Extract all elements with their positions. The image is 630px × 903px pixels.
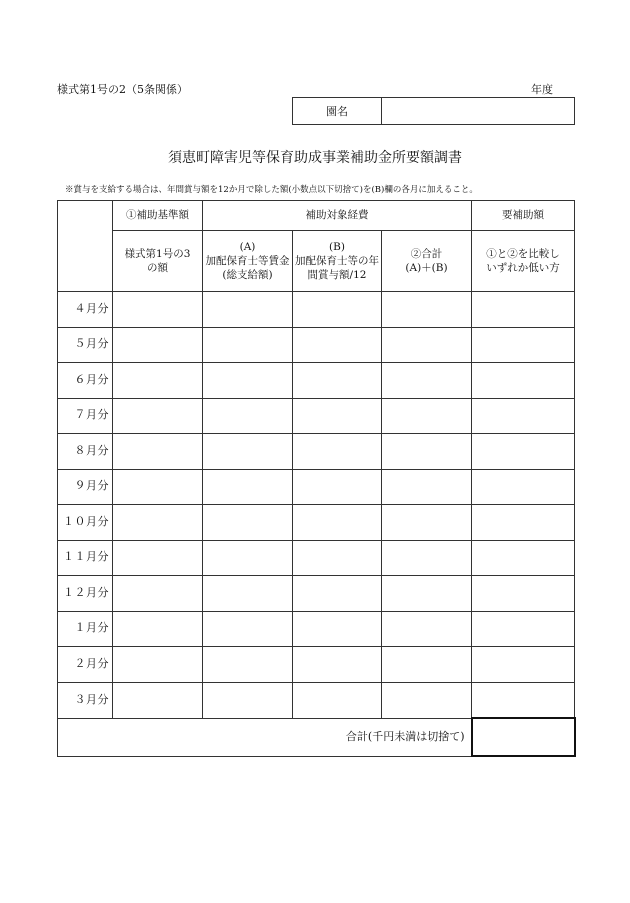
sum-cell[interactable]	[382, 611, 472, 647]
required-cell[interactable]	[472, 292, 575, 328]
month-label: ５月分	[58, 327, 113, 363]
required-cell[interactable]	[472, 682, 575, 718]
column-a-text: 加配保育士等賃金(総支給額)	[205, 254, 290, 282]
required-cell[interactable]	[472, 398, 575, 434]
month-label: １月分	[58, 611, 113, 647]
month-row	[58, 434, 575, 470]
month-label: ６月分	[58, 363, 113, 399]
month-label: ９月分	[58, 469, 113, 505]
wage-cell[interactable]	[203, 469, 293, 505]
month-row	[58, 647, 575, 683]
sum-cell[interactable]	[382, 363, 472, 399]
base-amount-cell[interactable]	[113, 363, 203, 399]
bonus-cell[interactable]	[293, 469, 382, 505]
sum-cell[interactable]	[382, 540, 472, 576]
wage-cell[interactable]	[203, 682, 293, 718]
month-label: ２月分	[58, 647, 113, 683]
base-amount-cell[interactable]	[113, 505, 203, 541]
month-label: １２月分	[58, 576, 113, 612]
month-row	[58, 540, 575, 576]
sum-cell[interactable]	[382, 576, 472, 612]
base-amount-cell[interactable]	[113, 682, 203, 718]
column-b-mark: (B)	[329, 240, 345, 253]
base-amount-cell[interactable]	[113, 576, 203, 612]
wage-cell[interactable]	[203, 434, 293, 470]
base-amount-header: ①補助基準額	[113, 201, 203, 231]
total-row	[58, 718, 575, 756]
month-row	[58, 469, 575, 505]
month-label: １１月分	[58, 540, 113, 576]
wage-cell[interactable]	[203, 540, 293, 576]
bonus-cell[interactable]	[293, 540, 382, 576]
month-row	[58, 576, 575, 612]
bonus-note: ※賞与を支給する場合は、年間賞与額を12か月で除した額(小数点以下切捨て)を(B)欄の各月に加えること。	[65, 185, 478, 195]
facility-name-label: 園名	[293, 98, 382, 125]
month-row	[58, 682, 575, 718]
sum-cell[interactable]	[382, 327, 472, 363]
bonus-cell[interactable]	[293, 292, 382, 328]
base-amount-subheader	[113, 231, 203, 292]
total-amount-field[interactable]	[472, 718, 575, 756]
bonus-cell[interactable]	[293, 327, 382, 363]
month-label: ８月分	[58, 434, 113, 470]
total-label: 合計(千円未満は切捨て)	[58, 718, 472, 756]
fiscal-year-label: 年度	[531, 83, 553, 96]
month-label: １０月分	[58, 505, 113, 541]
month-row	[58, 611, 575, 647]
sum-cell[interactable]	[382, 505, 472, 541]
sum-cell[interactable]	[382, 469, 472, 505]
bonus-cell[interactable]	[293, 647, 382, 683]
sum-cell[interactable]	[382, 682, 472, 718]
header-row-1	[58, 201, 575, 231]
bonus-subheader	[293, 231, 382, 292]
facility-name-table	[292, 97, 575, 125]
month-label: ４月分	[58, 292, 113, 328]
sum-cell[interactable]	[382, 398, 472, 434]
required-cell[interactable]	[472, 327, 575, 363]
month-row	[58, 505, 575, 541]
base-amount-cell[interactable]	[113, 540, 203, 576]
required-cell[interactable]	[472, 363, 575, 399]
base-amount-cell[interactable]	[113, 647, 203, 683]
total-subheader-line2: (A)＋(B)	[405, 262, 448, 274]
bonus-cell[interactable]	[293, 611, 382, 647]
required-subheader-text: ①と②を比較しいずれか低い方	[486, 247, 560, 274]
required-cell[interactable]	[472, 434, 575, 470]
document-title: 須恵町障害児等保育助成事業補助金所要額調書	[168, 150, 462, 166]
required-cell[interactable]	[472, 469, 575, 505]
base-amount-cell[interactable]	[113, 611, 203, 647]
form-number-label: 様式第1号の2（5条関係）	[57, 83, 188, 96]
month-row	[58, 292, 575, 328]
month-label: ７月分	[58, 398, 113, 434]
required-amount-header: 要補助額	[472, 201, 575, 231]
required-cell[interactable]	[472, 576, 575, 612]
corner-header-cell	[58, 201, 113, 292]
subsidy-table	[57, 200, 576, 757]
wage-cell[interactable]	[203, 398, 293, 434]
base-amount-cell[interactable]	[113, 398, 203, 434]
required-cell[interactable]	[472, 647, 575, 683]
wage-cell[interactable]	[203, 576, 293, 612]
sum-cell[interactable]	[382, 647, 472, 683]
bonus-cell[interactable]	[293, 363, 382, 399]
wage-cell[interactable]	[203, 327, 293, 363]
base-amount-subheader-text: 様式第1号の3の額	[124, 247, 191, 274]
bonus-cell[interactable]	[293, 576, 382, 612]
header-row-2	[58, 231, 575, 292]
month-row	[58, 327, 575, 363]
bonus-cell[interactable]	[293, 434, 382, 470]
wage-cell[interactable]	[203, 647, 293, 683]
required-subheader	[472, 231, 575, 292]
required-cell[interactable]	[472, 540, 575, 576]
sum-cell[interactable]	[382, 434, 472, 470]
wage-cell[interactable]	[203, 611, 293, 647]
month-rows	[58, 292, 575, 719]
month-row	[58, 363, 575, 399]
column-a-mark: (A)	[239, 240, 256, 253]
required-cell[interactable]	[472, 611, 575, 647]
bonus-cell[interactable]	[293, 398, 382, 434]
total-subheader-line1: ②合計	[410, 247, 443, 260]
required-cell[interactable]	[472, 505, 575, 541]
eligible-costs-header: 補助対象経費	[203, 201, 472, 231]
base-amount-cell[interactable]	[113, 434, 203, 470]
total-subheader	[382, 231, 472, 292]
wage-cell[interactable]	[203, 505, 293, 541]
bonus-cell[interactable]	[293, 682, 382, 718]
facility-name-field[interactable]	[382, 98, 575, 125]
wage-cell[interactable]	[203, 363, 293, 399]
base-amount-cell[interactable]	[113, 327, 203, 363]
column-b-text: 加配保育士等の年間賞与額/12	[295, 254, 379, 282]
sum-cell[interactable]	[382, 292, 472, 328]
bonus-cell[interactable]	[293, 505, 382, 541]
base-amount-cell[interactable]	[113, 469, 203, 505]
wage-cell[interactable]	[203, 292, 293, 328]
base-amount-cell[interactable]	[113, 292, 203, 328]
wage-subheader	[203, 231, 293, 292]
month-label: ３月分	[58, 682, 113, 718]
month-row	[58, 398, 575, 434]
